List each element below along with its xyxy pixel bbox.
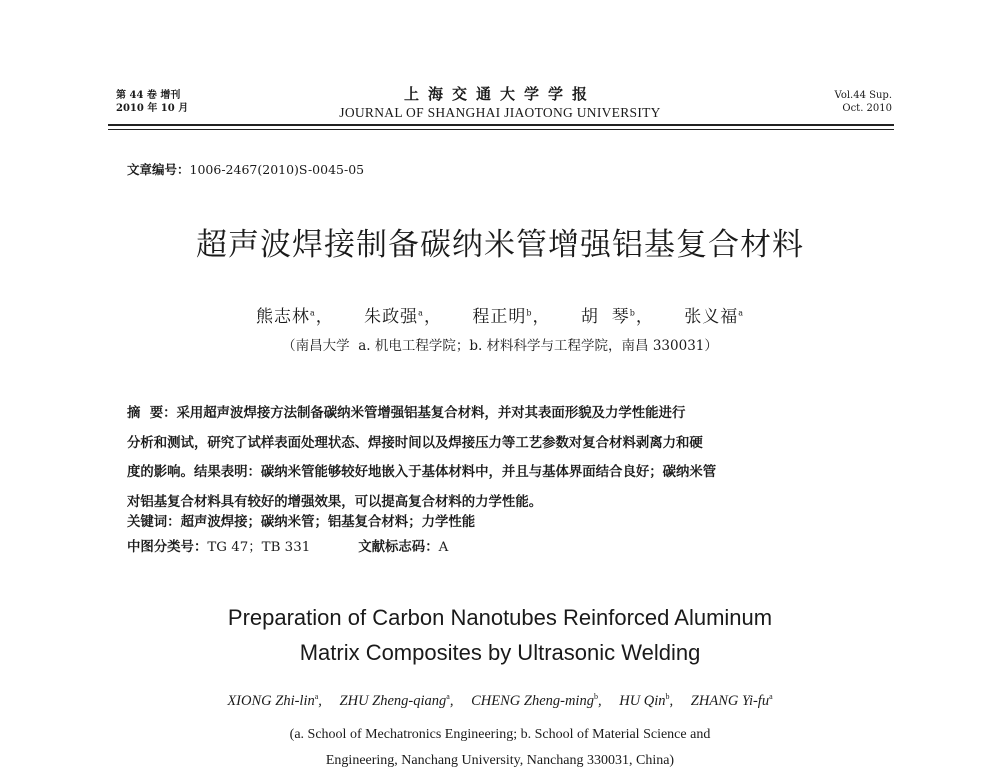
author-en: HU Qin$^b$, [619, 692, 674, 709]
clc-label: 中图分类号： [127, 539, 208, 555]
header-rule-thin [108, 129, 894, 130]
affiliation-en-line1: (a. School of Mechatronics Engineering; b. School of Material Science and [289, 727, 711, 742]
affiliation-en [0, 722, 1000, 774]
volume-info-en [835, 89, 892, 115]
paper-title-en [0, 600, 1000, 670]
journal-title-cn: 上海交通大学学报 [403, 85, 596, 103]
abstract-line: 分析和测试，研究了试样表面处理状态、焊接时间以及焊接压力等工艺参数对复合材料剥离力和硬 [127, 434, 703, 451]
author-cn: 程正明$^b$， [472, 307, 551, 327]
article-number-label: 文章编号： [127, 162, 190, 177]
author-list-en [0, 692, 1000, 710]
article-number [127, 160, 364, 178]
abstract-line: 度的影响。结果表明：碳纳米管能够较好地嵌入于基体材料中，并且与基体界面结合良好；碳纳米管 [127, 464, 717, 480]
date-cn: 2010 年 10 月 [116, 103, 189, 114]
affiliation-en-line2: Engineering, Nanchang University, Nanchang 330031, China) [325, 753, 675, 768]
doc-code-label: 文献标志码： [358, 539, 439, 555]
paper-title-cn: 超声波焊接制备碳纳米管增强铝基复合材料 [196, 227, 804, 263]
abstract-line: 摘 要：采用超声波焊接方法制备碳纳米管增强铝基复合材料，并对其表面形貌及力学性能进行 [127, 405, 686, 421]
clc-value: TG 47；TB 331 [207, 540, 311, 555]
paper-title-en-line2: Matrix Composites by Ultrasonic Welding [299, 640, 701, 665]
author-en: XIONG Zhi-lin$^a$, [227, 692, 322, 709]
header-rule-thick [108, 124, 894, 126]
volume-issue-cn: 第 44 卷 增刊 [116, 90, 181, 101]
paper-title-en-line1: Preparation of Carbon Nanotubes Reinforced Aluminum [227, 605, 773, 630]
article-number-value: 1006-2467(2010)S-0045-05 [189, 162, 365, 177]
abstract [127, 399, 887, 517]
author-cn: 胡 琴$^b$， [580, 307, 654, 327]
keywords [127, 511, 475, 530]
journal-title-en: JOURNAL OF SHANGHAI JIAOTONG UNIVERSITY [339, 105, 661, 120]
volume-issue-en: Vol.44 Sup. [834, 90, 892, 101]
author-en: CHENG Zheng-ming$^b$, [471, 692, 602, 709]
author-cn: 张义福$^a$ [684, 307, 745, 327]
date-en: Oct. 2010 [842, 103, 892, 114]
author-list-cn [0, 302, 1000, 327]
keywords-value: 超声波焊接；碳纳米管；铝基复合材料；力学性能 [180, 514, 476, 530]
keywords-label: 关键词： [127, 514, 181, 530]
abstract-line: 对铝基复合材料具有较好的增强效果，可以提高复合材料的力学性能。 [127, 493, 543, 510]
doc-code-value: A [438, 540, 449, 555]
author-cn: 熊志林$^a$， [255, 307, 334, 327]
classification [127, 536, 448, 555]
author-en: ZHANG $Yi-fu^a$ [690, 692, 773, 709]
affiliation-cn: （南昌大学 a. 机电工程学院；b. 材料科学与工程学院，南昌 330031） [282, 338, 718, 354]
author-cn: 朱政强$^a$， [364, 307, 442, 327]
abstract-label: 摘 要： [127, 405, 177, 421]
author-en: ZHU Zheng-qiang$^a$, [339, 692, 454, 709]
